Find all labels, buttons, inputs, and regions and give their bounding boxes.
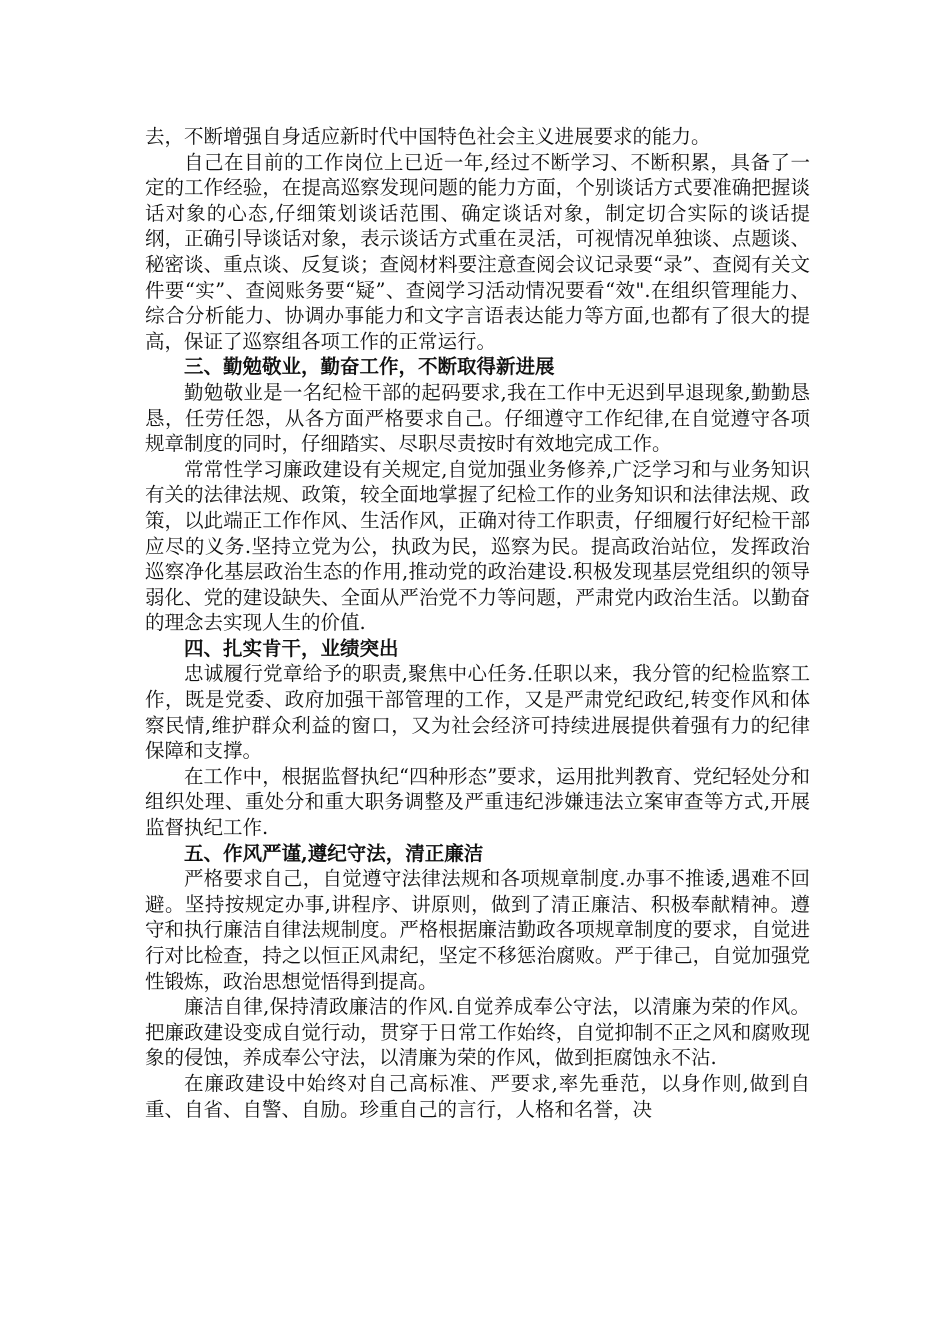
section-heading-4: 四、扎实肯干，业绩突出 xyxy=(184,636,399,660)
paragraph-continued: 去，不断增强自身适应新时代中国特色社会主义进展要求的能力。 xyxy=(145,125,711,148)
paragraph-work-experience: 自己在目前的工作岗位上已近一年,经过不断学习、不断积累，具备了一定的工作经验，在提高巡察发现问题的能力方面，个别谈话方式要准确把握谈话对象的心态,仔细策划谈话范围、确定谈话对象，制定切合实际的谈话提纲，正确引导谈话对象，表示谈话方式重在灵活，可视情况单独谈、点题谈、秘密谈、重点谈、反复谈；查阅材料要注意查阅会议记录要“录”、查阅有关文件要“实”、查阅账务要“疑”、查阅学习活动情况要看“效".在组织管理能力、综合分析能力、协调办事能力和文字言语表达能力等方面,也都有了很大的提高，保证了巡察组各项工作的正常运行。 xyxy=(145,150,810,353)
document-body xyxy=(145,124,810,1122)
paragraph-supervision: 在工作中，根据监督执纪“四种形态”要求，运用批判教育、党纪轻处分和组织处理、重处分和重大职务调整及严重违纪涉嫌违法立案审查等方式,开展监督执纪工作. xyxy=(145,764,810,840)
paragraph-discipline: 严格要求自己，自觉遵守法律法规和各项规章制度.办事不推诿,遇难不回避。坚持按规定办事,讲程序、讲原则，做到了清正廉洁、积极奉献精神。遵守和执行廉洁自律法规制度。严格根据廉洁勤政各项规章制度的要求，自觉进行对比检查，持之以恒正风肃纪，坚定不移惩治腐败。严于律己，自觉加强党性锻炼，政治思想觉悟得到提高。 xyxy=(145,867,810,993)
section-heading-5: 五、作风严谨,遵纪守法，清正廉洁 xyxy=(184,841,484,865)
paragraph-study: 常常性学习廉政建设有关规定,自觉加强业务修养,广泛学习和与业务知识有关的法律法规、政策，较全面地掌握了纪检工作的业务知识和法律法规、政策，以此端正工作作风、生活作风，正确对待工作职责，仔细履行好纪检干部应尽的义务.坚持立党为公，执政为民，巡察为民。提高政治站位，发挥政治巡察净化基层政治生态的作用,推动党的政治建设.积极发现基层党组织的领导弱化、党的建设缺失、全面从严治党不力等问题，严肃党内政治生活。以勤奋的理念去实现人生的价值. xyxy=(145,457,810,635)
paragraph-integrity: 廉洁自律,保持清政廉洁的作风.自觉养成奉公守法，以清廉为荣的作风。把廉政建设变成自觉行动，贯穿于日常工作始终，自觉抑制不正之风和腐败现象的侵蚀，养成奉公守法，以清廉为荣的作风，做到拒腐蚀永不沾. xyxy=(145,995,810,1070)
paragraph-self-standard: 在廉政建设中始终对自己高标准、严要求,率先垂范，以身作则,做到自重、自省、自警、自励。珍重自己的言行，人格和名誉，决 xyxy=(145,1071,810,1121)
section-heading-3: 三、勤勉敬业，勤奋工作，不断取得新进展 xyxy=(184,355,555,379)
paragraph-diligence: 勤勉敬业是一名纪检干部的起码要求,我在工作中无迟到早退现象,勤勤恳恳，任劳任怨，从各方面严格要求自己。仔细遵守工作纪律,在自觉遵守各项规章制度的同时，仔细踏实、尽职尽责按时有效地完成工作。 xyxy=(145,380,810,456)
paragraph-duties: 忠诚履行党章给予的职责,聚焦中心任务.任职以来，我分管的纪检监察工作，既是党委、政府加强干部管理的工作，又是严肃党纪政纪,转变作风和体察民情,维护群众利益的窗口，又为社会经济可持续进展提供着强有力的纪律保障和支撑。 xyxy=(145,662,810,763)
